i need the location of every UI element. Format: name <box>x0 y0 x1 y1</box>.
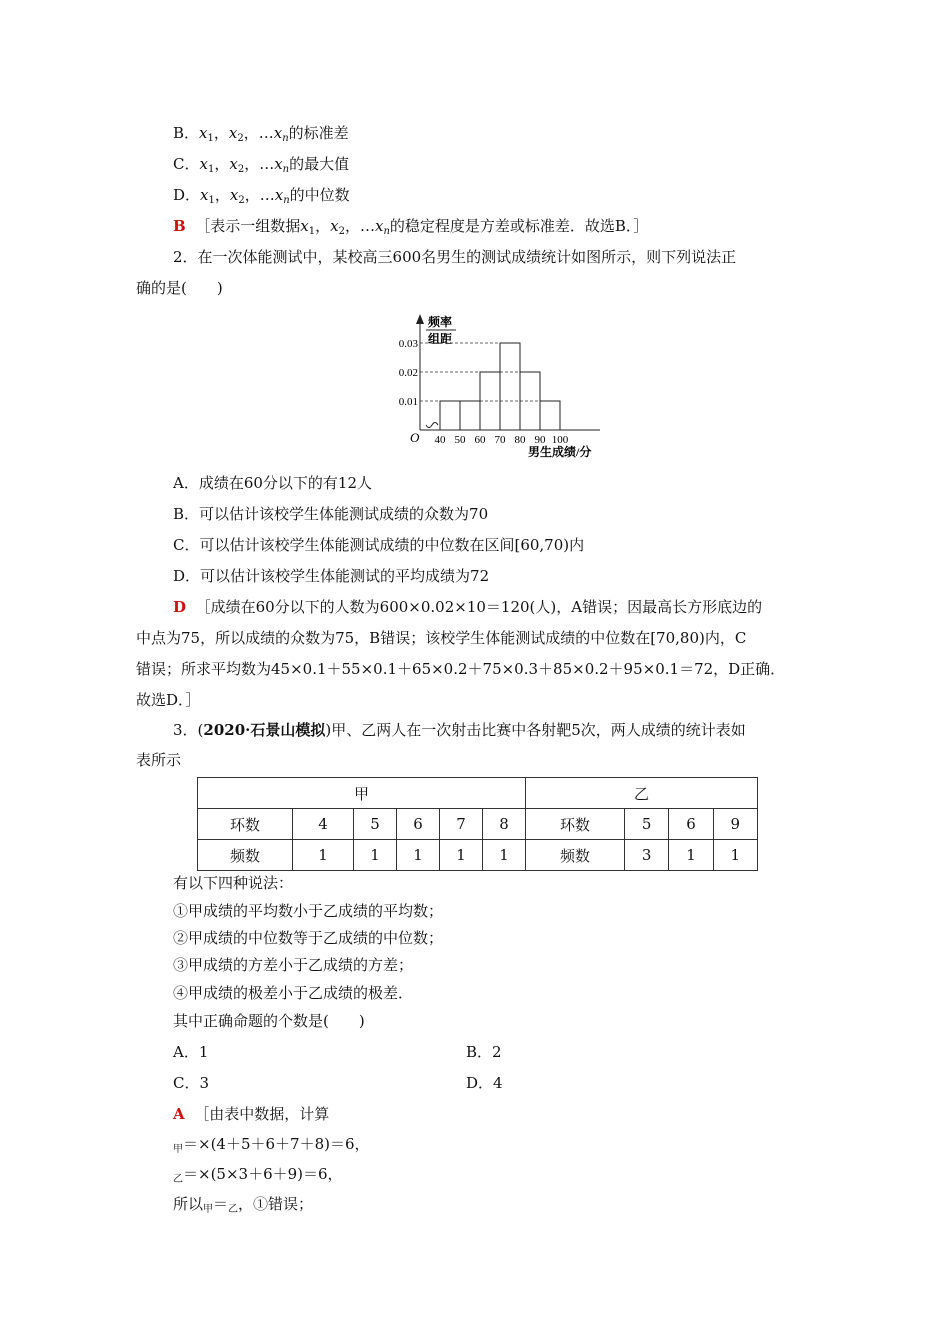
yi-ring: 6 <box>669 809 713 840</box>
q3-conclusion: 所以$_甲=_乙$，①错误； <box>173 1195 314 1215</box>
yi-ring-label: 环数 <box>526 809 625 840</box>
histogram-bar <box>460 401 480 430</box>
q1-option-c: C．$x_1$，$x_2$，$\dots x_n$的最大值 <box>173 155 350 175</box>
jia-ring: 6 <box>397 809 440 840</box>
q3-option-b: B．2 <box>466 1043 502 1061</box>
q3-option-c: C．3 <box>173 1074 210 1092</box>
q3-intro: 有以下四种说法： <box>173 874 294 892</box>
yi-freq-label: 频数 <box>526 840 625 871</box>
x-tick-label: 60 <box>474 434 486 446</box>
yi-header: 乙 <box>526 778 758 809</box>
q3-explanation-line1: A ［由表中数据，计算 <box>173 1105 330 1123</box>
jia-header: 甲 <box>198 778 526 809</box>
q3-stem-line2: 表所示 <box>136 751 182 769</box>
jia-freq: 1 <box>483 840 526 871</box>
q2-option-a: A．成绩在60分以下的有12人 <box>173 474 373 492</box>
y-tick-label: 0.01 <box>398 396 418 408</box>
q3-option-d: D．4 <box>466 1074 503 1092</box>
ylabel-bottom: 组距 <box>428 332 453 346</box>
q2-explanation-line4: 故选D．］ <box>136 691 201 709</box>
q2-stem-line2: 确的是( ) <box>136 279 223 297</box>
q3-calc-yi: $_乙$＝×(5×3＋6＋9)＝6， <box>173 1165 343 1185</box>
q3-claim-1: ①甲成绩的平均数小于乙成绩的平均数； <box>173 902 444 920</box>
table-row-freq <box>198 840 758 871</box>
q2-explanation-line3: 错误；所求平均数为45×0.1＋55×0.1＋65×0.2＋75×0.3＋85×0.2＋95×0.1＝72，D正确． <box>136 660 786 678</box>
q3-option-a: A．1 <box>173 1043 209 1061</box>
q1-option-d: D．$x_1$，$x_2$，$\dots x_n$的中位数 <box>173 186 350 206</box>
jia-ring-label: 环数 <box>198 809 293 840</box>
q2-explanation-line1: D ［成绩在60分以下的人数为600×0.02×10＝120(人)，A错误；因最高长方形底边的 <box>173 598 763 616</box>
jia-ring: 8 <box>483 809 526 840</box>
q1-explanation: B ［表示一组数据$x_1$，$x_2$，$\dots x_n$的稳定程度是方差或标准差．故选B．］ <box>173 217 649 237</box>
score-table <box>197 777 758 871</box>
q3-claim-2: ②甲成绩的中位数等于乙成绩的中位数； <box>173 929 444 947</box>
q3-calc-jia: $_甲$＝×(4＋5＋6＋7＋8)＝6， <box>173 1135 370 1155</box>
q2-explanation-line2: 中点为75，所以成绩的众数为75，B错误；该校学生体能测试成绩的中位数在[70,80)内，C <box>136 629 747 647</box>
jia-freq-label: 频数 <box>198 840 293 871</box>
yi-freq: 3 <box>624 840 668 871</box>
x-tick-label: 100 <box>551 434 569 446</box>
x-tick-label: 80 <box>514 434 526 446</box>
histogram-chart <box>380 312 610 462</box>
xlabel: 男生成绩/分 <box>528 445 592 459</box>
yi-freq: 1 <box>669 840 713 871</box>
q3-claim-3: ③甲成绩的方差小于乙成绩的方差； <box>173 956 414 974</box>
x-tick-label: 40 <box>434 434 446 446</box>
jia-ring: 4 <box>293 809 354 840</box>
x-tick-label: 70 <box>494 434 506 446</box>
q1-option-b: B．$x_1$，$x_2$，$\dots x_n$的标准差 <box>173 124 349 144</box>
q2-option-b: B．可以估计该校学生体能测试成绩的众数为70 <box>173 505 489 523</box>
origin-label: O <box>410 430 420 445</box>
axis-break <box>426 423 438 428</box>
table-header-row <box>198 778 758 809</box>
histogram-bar <box>540 401 560 430</box>
q2-option-d: D．可以估计该校学生体能测试的平均成绩为72 <box>173 567 490 585</box>
ylabel-top: 频率 <box>428 315 453 329</box>
jia-freq: 1 <box>293 840 354 871</box>
yi-ring: 9 <box>713 809 757 840</box>
x-tick-label: 50 <box>454 434 466 446</box>
jia-freq: 1 <box>354 840 397 871</box>
y-tick-label: 0.03 <box>398 338 418 350</box>
x-tick-label: 90 <box>534 434 546 446</box>
histogram-bar <box>500 343 520 430</box>
jia-ring: 5 <box>354 809 397 840</box>
q3-question: 其中正确命题的个数是( ) <box>173 1012 365 1030</box>
yi-ring: 5 <box>624 809 668 840</box>
yi-freq: 1 <box>713 840 757 871</box>
histogram-bar <box>440 401 460 430</box>
q3-stem-line1: 3．(2020·石景山模拟)甲、乙两人在一次射击比赛中各射靶5次，两人成绩的统计表如 <box>173 721 746 739</box>
q2-stem-line1: 2．在一次体能测试中，某校高三600名男生的测试成绩统计如图所示，则下列说法正 <box>173 248 737 266</box>
y-tick-label: 0.02 <box>398 367 418 379</box>
y-axis-arrow <box>416 314 424 324</box>
table-row-rings <box>198 809 758 840</box>
q3-claim-4: ④甲成绩的极差小于乙成绩的极差． <box>173 984 414 1002</box>
jia-ring: 7 <box>440 809 483 840</box>
jia-freq: 1 <box>397 840 440 871</box>
jia-freq: 1 <box>440 840 483 871</box>
q2-option-c: C．可以估计该校学生体能测试成绩的中位数在区间[60,70)内 <box>173 536 585 554</box>
